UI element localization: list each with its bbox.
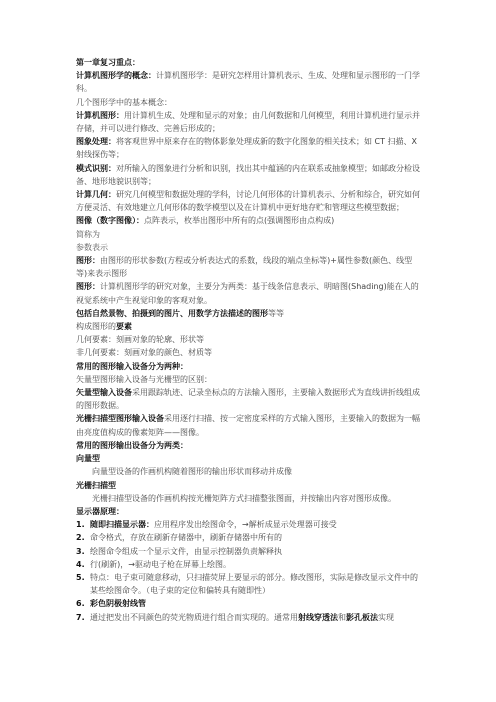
paragraph-nongeometric-elements: 非几何要素：刻画对象的颜色、材质等 [76, 348, 212, 358]
term-text: 计算机图形学：是研究怎样用计算机表示、生成、处理和显示图形的一门学科。 [76, 71, 420, 94]
list-item: 3. 绘图命令组成一个显示文件，由显示控制器负责解释执 [76, 546, 282, 556]
term-text: 和 [338, 612, 346, 622]
chapter-title: 第一章复习重点： [76, 58, 140, 67]
paragraph-raster-desc: 光栅扫描型设备的作画机构按光栅矩阵方式扫描整张图面，并按输出内容对图形成像。 [92, 493, 396, 503]
term-label: 图象处理： [76, 137, 116, 147]
term-text: 研究几何模型和数据处理的学科，讨论几何形体的计算机表示、分析和综合，研究如何方便灵活、有效地建立几何形体的数学模型以及在计算机中更好地存贮和管理这些模型数据； [76, 190, 420, 213]
term-text: 将客观世界中原来存在的物体影象处理成新的数字化图象的相关技术；如 CT 扫描、X 射线探伤等； [76, 137, 418, 160]
term-text: 计算机图形学的研究对象，主要分为两类：基于线条信息表示、明暗图(Shading)能在人的视觉系统中产生视觉印象的客观对象。 [76, 282, 419, 305]
term-text: 对所输入的图象进行分析和识别，找出其中蕴涵的内在联系或抽象模型；如邮政分检设备、地形地貌识别等； [76, 163, 420, 186]
paragraph-raster-input [76, 412, 422, 438]
term-label: 光栅扫描型图形输入设备 [76, 414, 164, 424]
heading-display-principle: 显示器原理： [76, 506, 124, 516]
term-text: 绘图命令组成一个显示文件，由显示控制器负责解释执 [90, 546, 282, 556]
paragraph-geometric-elements: 几何要素：刻画对象的轮廓、形状等 [76, 335, 204, 345]
term-label: 彩色阴极射线管 [90, 599, 146, 609]
heading-raster-type: 光栅扫描型 [76, 480, 116, 490]
heading-input-devices: 常用的图形输入设备分为两种： [76, 361, 188, 371]
term-label: 计算机图形： [76, 110, 124, 120]
paragraph-input-difference: 矢量型图形输入设备与光栅型的区别： [76, 374, 212, 384]
term-text: 由图形的形状参数(方程或分析表达式的系数，线段的端点坐标等)+属性参数(颜色、线型等)来表示图形 [76, 256, 413, 279]
paragraph-computational-geometry [76, 188, 422, 214]
paragraph-graphics-shape [76, 254, 422, 280]
paragraph-graphics-research [76, 280, 422, 306]
heading-vector-type: 向量型 [76, 454, 100, 464]
list-item: 1. 随即扫描显示器：应用程序发出绘图命令，→解析成显示处理器可接受 [76, 520, 337, 530]
list-item: 2. 命令格式，存放在刷新存储器中，刷新存储器中所有的 [76, 533, 282, 543]
paragraph-basic-concepts: 几个图形学中的基本概念： [76, 97, 172, 107]
term-label: 影孔板法 [346, 612, 378, 622]
paragraph-vector-input [76, 386, 422, 412]
term-label: 模式识别： [76, 163, 116, 173]
term-text: 等等 [268, 308, 284, 318]
term-label: 矢量型输入设备 [76, 388, 132, 398]
term-label: 图形： [76, 256, 100, 266]
paragraph-short-name: 简称为 [76, 229, 100, 239]
paragraph-cg-concept [76, 69, 422, 95]
term-label: 随即扫描显示器： [90, 520, 154, 530]
paragraph-image-processing [76, 135, 422, 161]
term-text: 行(刷新)，→驱动电子枪在屏幕上绘图。 [90, 559, 231, 569]
list-item: 6. 彩色阴极射线管 [76, 599, 146, 609]
term-label: 要素 [116, 322, 132, 332]
term-text: 通过把发出不同颜色的荧光物质进行组合而实现的。通常用 [90, 612, 298, 622]
heading-output-devices: 常用的图形输出设备分为两类： [76, 440, 188, 450]
term-text: 用计算机生成、处理和显示的对象；由几何数据和几何模型，利用计算机进行显示并存储，并可以进行修改、完善后形成的； [76, 110, 420, 134]
paragraph-param-repr: 参数表示 [76, 242, 108, 252]
term-label: 计算机图形学的概念： [76, 71, 156, 81]
term-text: 点阵表示，枚举出图形中所有的点(强调图形由点构成) [144, 216, 335, 226]
document-body [76, 56, 422, 624]
term-text: 实现 [378, 612, 394, 622]
list-item: 5. 特点：电子束可随意移动，只扫描荧屏上要显示的部分。修改图形，实际是修改显示文件中的某些绘图命令。（电子束的定位和偏转具有随即性） [76, 572, 418, 596]
list-item: 7. 通过把发出不同颜色的荧光物质进行组合而实现的。通常用射线穿透法和影孔板法实现 [76, 612, 394, 622]
paragraph-pattern-recognition [76, 162, 422, 188]
term-text: 采用跟踪轨迹、记录坐标点的方法输入图形，主要输入数据形式为直线讲折线组成的图形数据。 [76, 388, 420, 411]
term-label: 图像（数字图像）： [76, 216, 144, 226]
term-label: 包括自然景物、拍摄到的图片、用数学方法描述的图形 [76, 308, 268, 318]
term-text: 应用程序发出绘图命令，→解析成显示处理器可接受 [154, 520, 337, 530]
term-text: 构成图形的 [76, 322, 116, 332]
list-item: 4. 行(刷新)，→驱动电子枪在屏幕上绘图。 [76, 559, 231, 569]
term-text: 特点：电子束可随意移动，只扫描荧屏上要显示的部分。修改图形，实际是修改显示文件中的某些绘图命令。（电子束的定位和偏转具有随即性） [90, 572, 418, 596]
term-text: 命令格式，存放在刷新存储器中，刷新存储器中所有的 [90, 533, 282, 543]
paragraph-digital-image [76, 214, 422, 227]
paragraph-includes [76, 307, 422, 320]
term-label: 射线穿透法 [298, 612, 338, 622]
term-label: 图形： [76, 282, 100, 292]
paragraph-computer-graphics [76, 109, 422, 135]
paragraph-elements [76, 320, 422, 333]
term-text: 采用逐行扫描、按一定密度采样的方式输入图形，主要输入的数据为一幅由亮度值构成的像素矩阵——图像。 [76, 414, 420, 437]
paragraph-vector-desc: 向量型设备的作画机构随着图形的输出形状而移动并成像 [92, 467, 292, 477]
term-label: 计算几何： [76, 190, 116, 200]
